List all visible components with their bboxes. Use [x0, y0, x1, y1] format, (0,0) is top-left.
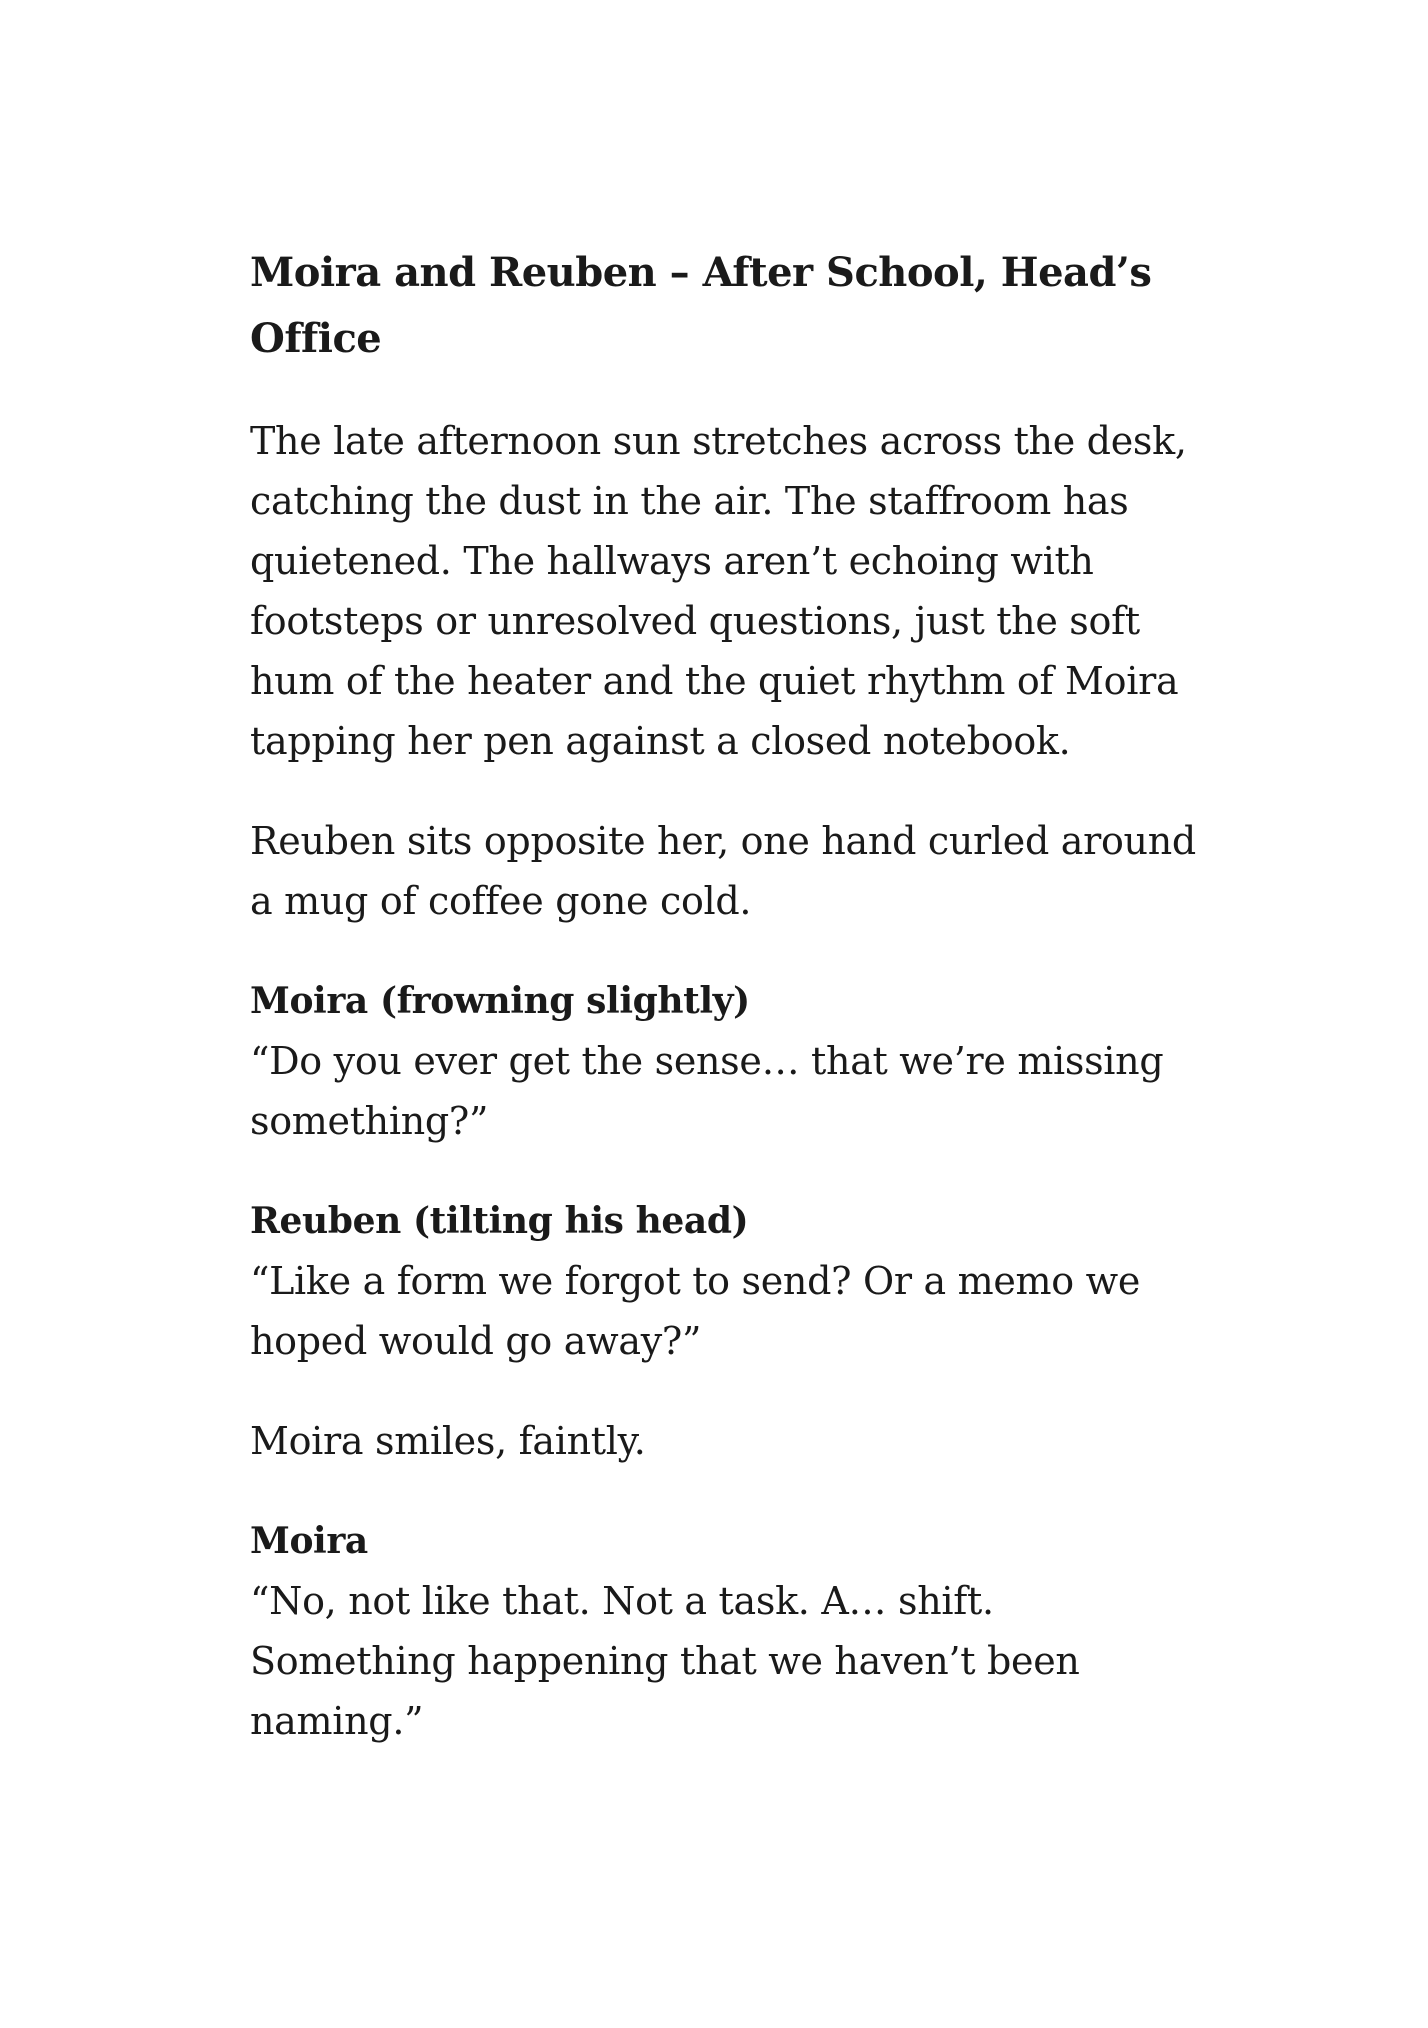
dialogue-line: “No, not like that. Not a task. A… shift. Something happening that we haven’t been naming.”	[250, 1579, 1080, 1743]
dialogue-block	[250, 1191, 1210, 1371]
speaker-label: Reuben (tilting his head)	[250, 1200, 749, 1242]
document-title: Moira and Reuben – After School, Head’s Office	[250, 249, 1152, 362]
document-page	[250, 240, 1210, 1791]
dialogue-line: “Do you ever get the sense… that we’re missing something?”	[250, 1039, 1164, 1143]
speaker-label: Moira (frowning slightly)	[250, 980, 750, 1022]
scene-paragraph: Reuben sits opposite her, one hand curled around a mug of coffee gone cold.	[250, 819, 1196, 923]
scene-description: The late afternoon sun stretches across the desk, catching the dust in the air. The staffroom has quietened. The hallways aren’t echoing with footsteps or unresolved questions, just the soft hum of the heater and the quiet rhythm of Moira tapping her pen against a closed notebook.	[250, 419, 1187, 763]
dialogue-block	[250, 971, 1210, 1151]
speaker-label: Moira	[250, 1520, 368, 1562]
dialogue-block	[250, 1511, 1210, 1751]
narration: Moira smiles, faintly.	[250, 1419, 646, 1463]
dialogue-line: “Like a form we forgot to send? Or a memo we hoped would go away?”	[250, 1259, 1141, 1363]
